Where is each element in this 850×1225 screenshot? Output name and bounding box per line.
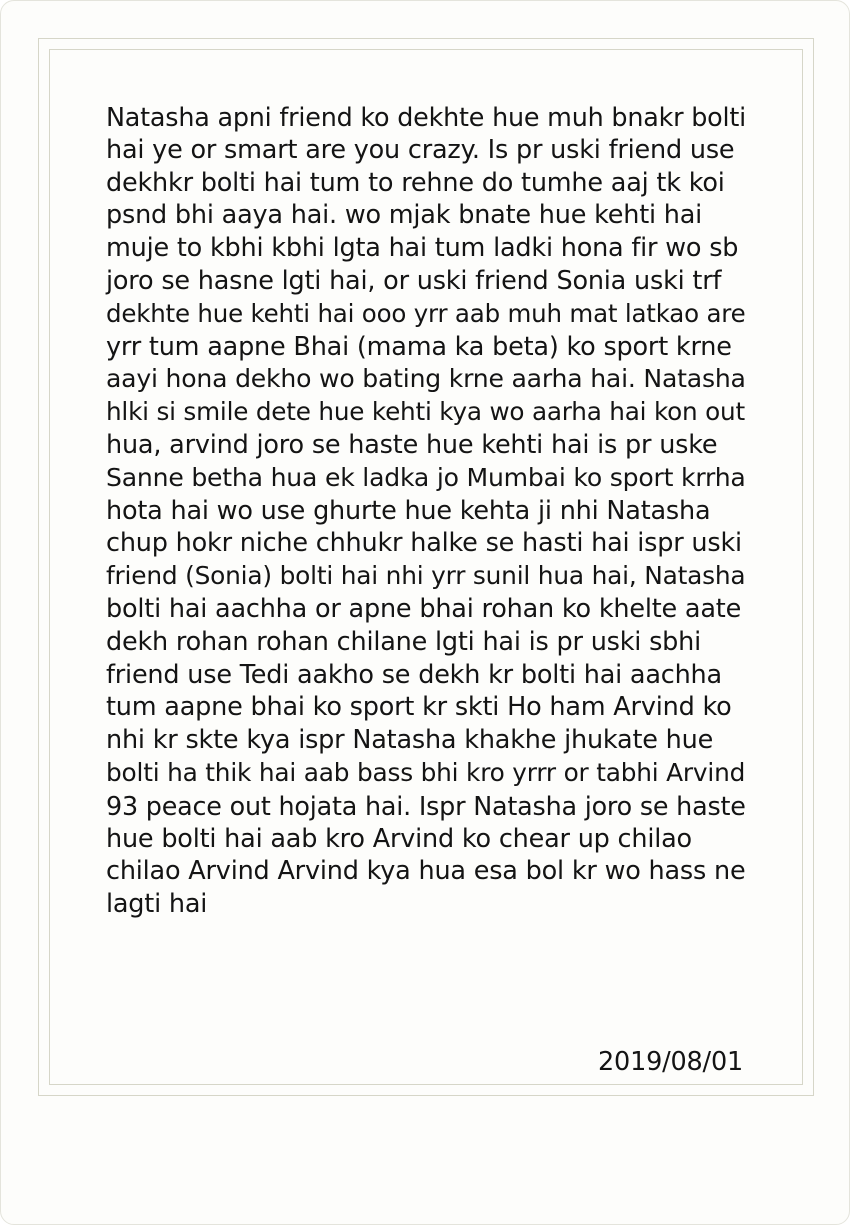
note-line: bolti ha thik hai aab bass bhi kro yrrr or tabhi Arvind — [106, 757, 746, 787]
note-line: aayi hona dekho wo bating krne aarha hai. Natasha — [106, 364, 746, 394]
note-line: dekhte hue kehti hai ooo yrr aab muh mat latkao are — [106, 298, 746, 328]
note-line: dekhkr bolti hai tum to rehne do tumhe aaj tk koi — [106, 167, 725, 198]
note-line: Sanne betha hua ek ladka jo Mumbai ko sport krrha — [106, 462, 746, 492]
note-line: friend use Tedi aakho se dekh kr bolti hai aachha — [106, 659, 722, 690]
note-line: psnd bhi aaya hai. wo mjak bnate hue kehti hai — [106, 200, 703, 231]
note-line: hue bolti hai aab kro Arvind ko chear up chilao — [106, 823, 692, 854]
note-line: tum aapne bhai ko sport kr skti Ho ham Arvind ko — [106, 692, 732, 723]
note-line: muje to kbhi kbhi lgta hai tum ladki hona fir wo sb — [106, 233, 739, 264]
note-line: lagti hai — [106, 889, 208, 920]
note-line: chup hokr niche chhukr halke se hasti hai ispr uski — [106, 528, 742, 559]
note-line: nhi kr skte kya ispr Natasha khakhe jhukate hue — [106, 725, 714, 756]
note-date: 2019/08/01 — [598, 1047, 743, 1077]
note-line: yrr tum aapne Bhai (mama ka beta) ko sport krne — [106, 331, 732, 362]
note-line: hlki si smile dete hue kehti kya wo aarha hai kon out — [106, 397, 745, 427]
note-line: chilao Arvind Arvind kya hua esa bol kr wo hass ne — [106, 856, 746, 887]
note-line: hai ye or smart are you crazy. Is pr uski friend use — [106, 134, 735, 165]
note-line: bolti hai aachha or apne bhai rohan ko khelte aate — [106, 593, 742, 624]
note-line: hua, arvind joro se haste hue kehti hai is pr uske — [106, 429, 718, 460]
note-line: Natasha apni friend ko dekhte hue muh bnakr bolti — [106, 102, 746, 132]
note-line: friend (Sonia) bolti hai nhi yrr sunil hua hai, Natasha — [106, 561, 746, 591]
note-line: hota hai wo use ghurte hue kehta ji nhi Natasha — [106, 495, 711, 526]
note-line: joro se hasne lgti hai, or uski friend Sonia uski trf — [106, 265, 722, 296]
note-line: dekh rohan rohan chilane lgti hai is pr uski sbhi — [106, 626, 702, 657]
note-body — [106, 101, 746, 921]
note-line: 93 peace out hojata hai. Ispr Natasha joro se haste — [106, 790, 746, 821]
